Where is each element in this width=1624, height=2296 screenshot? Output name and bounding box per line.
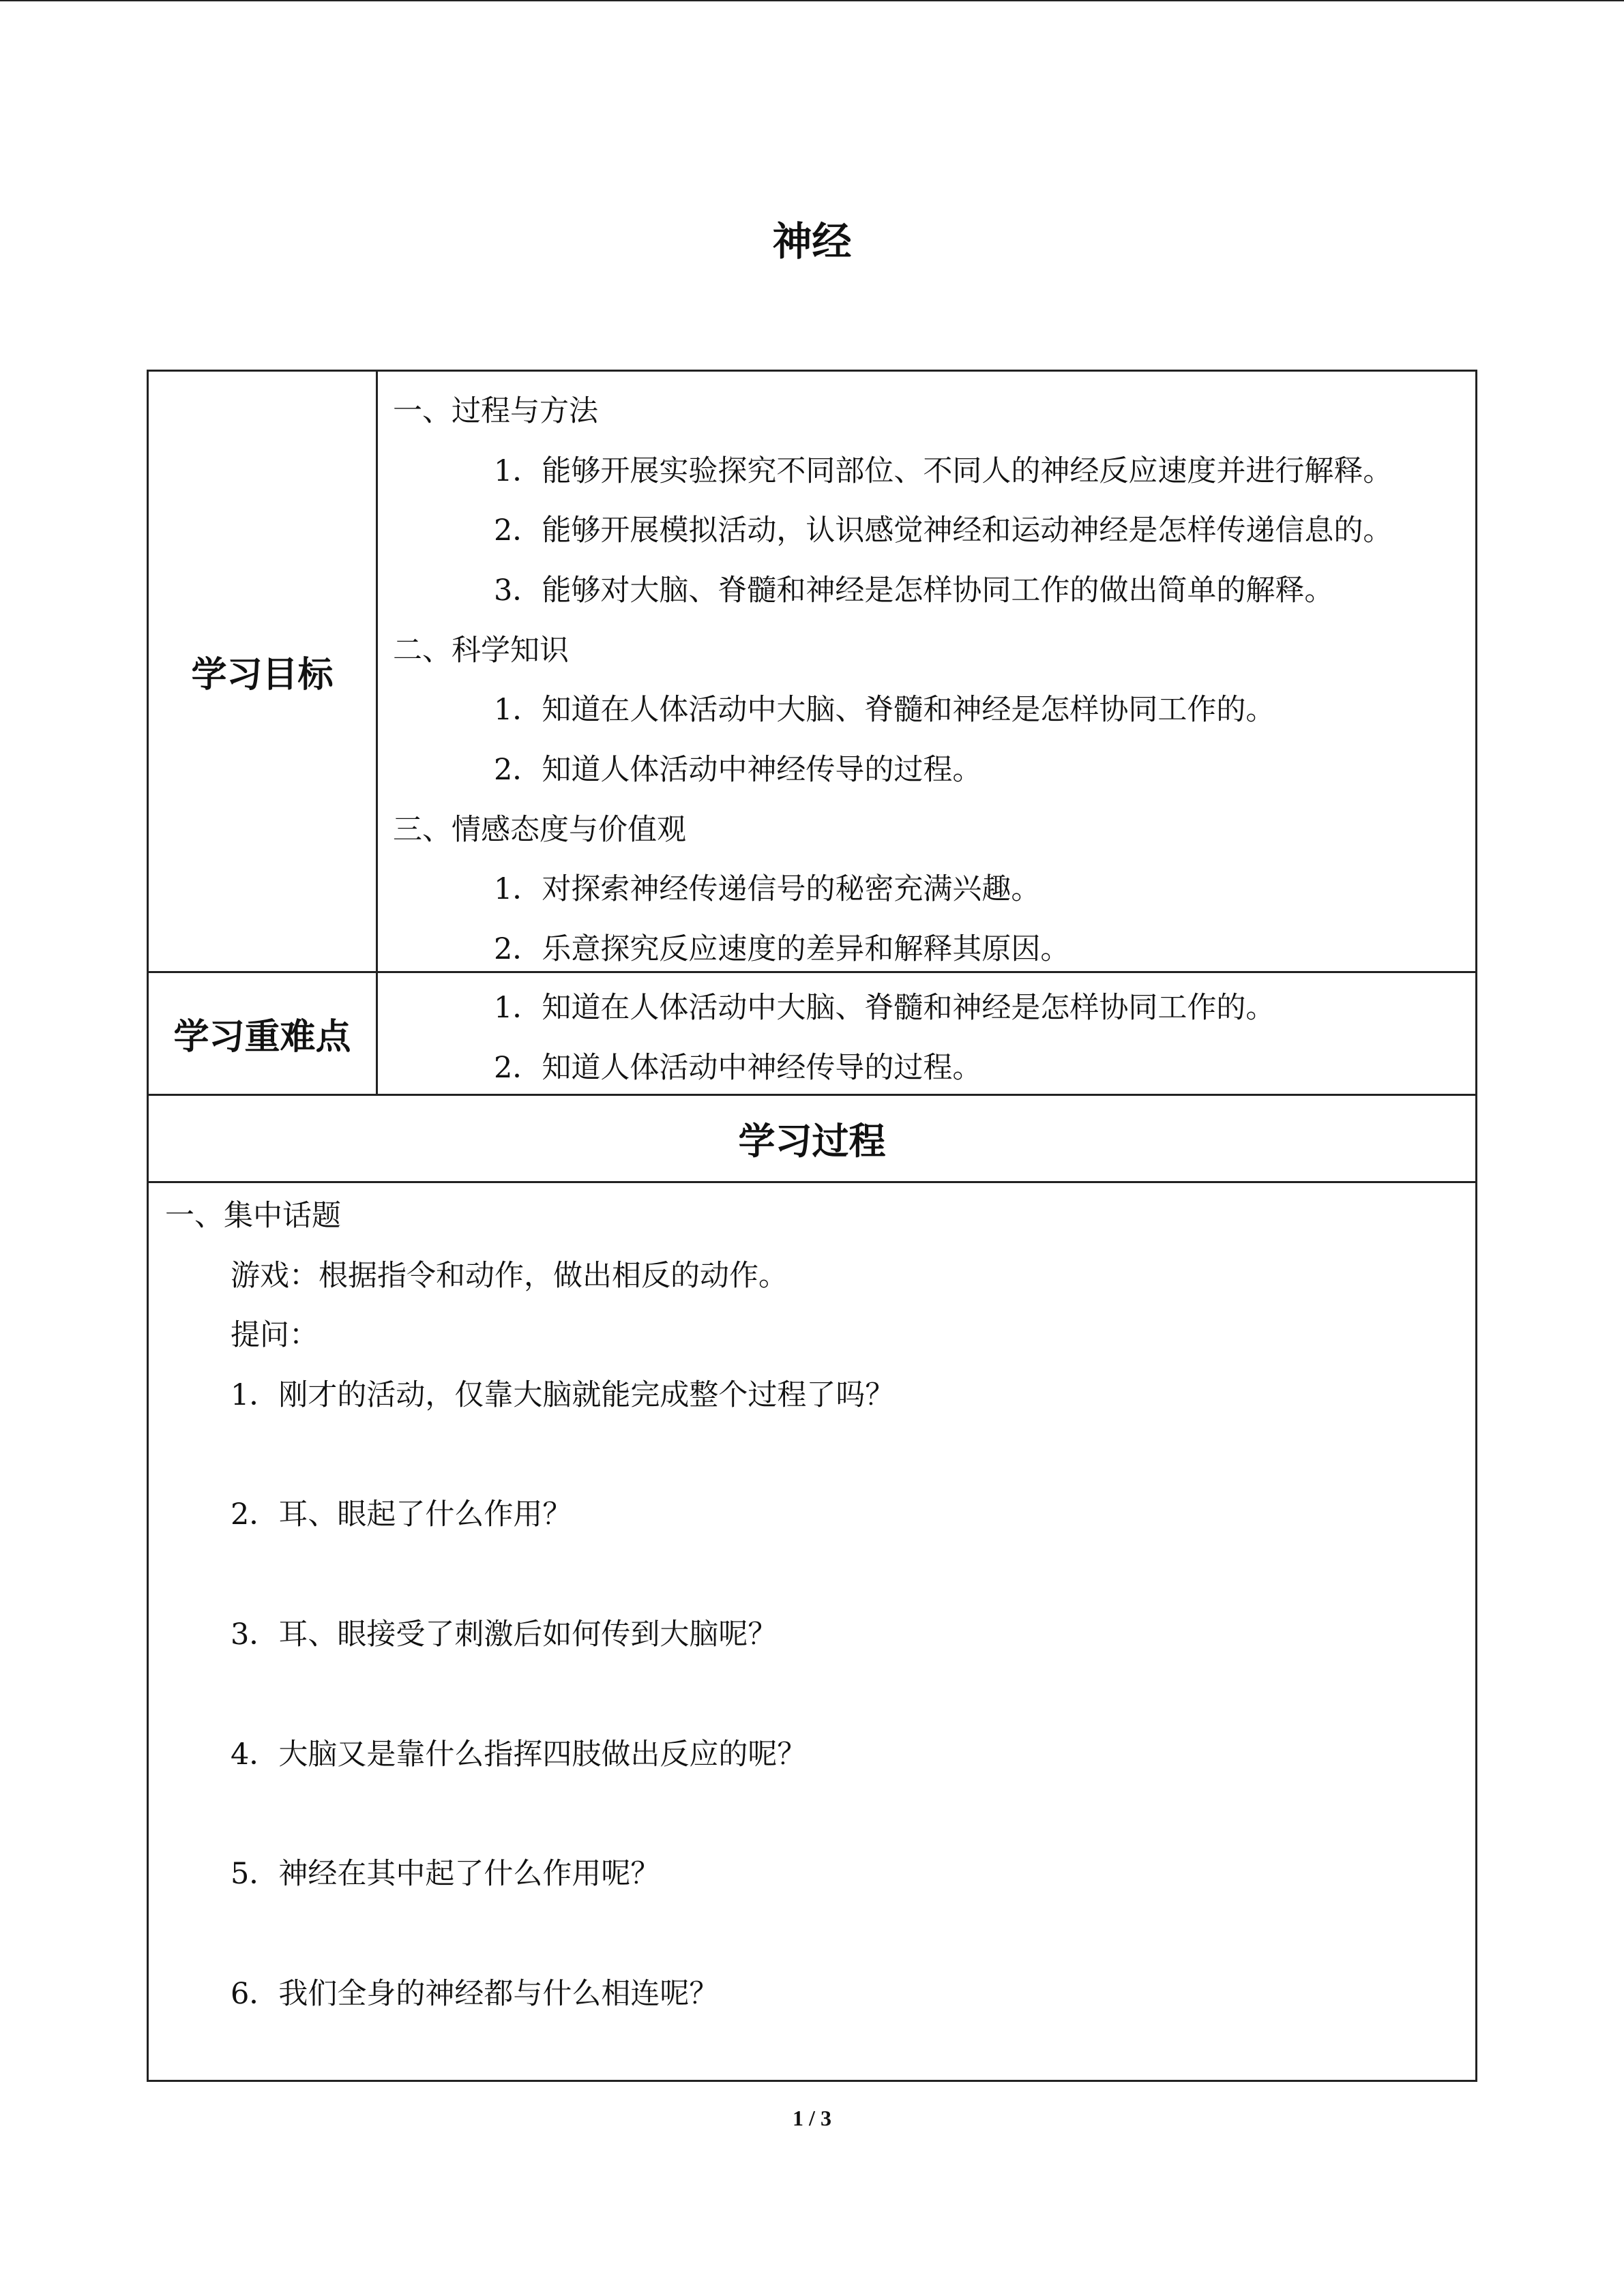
process-title: 学习过程: [738, 1120, 886, 1163]
objectives-item: 2．乐意探究反应速度的差异和解释其原因。: [494, 932, 1070, 966]
process-question: 1．刚才的活动，仅靠大脑就能完成整个过程了吗？: [231, 1378, 895, 1412]
process-prompt: 提问：: [231, 1318, 319, 1352]
objectives-item: 1．知道在人体活动中大脑、脊髓和神经是怎样协同工作的。: [494, 693, 1275, 727]
objectives-item: 1．能够开展实验探究不同部位、不同人的神经反应速度并进行解释。: [494, 454, 1393, 488]
key-point-item: 2．知道人体活动中神经传导的过程。: [494, 1051, 982, 1085]
process-question: 3．耳、眼接受了刺激后如何传到大脑呢？: [231, 1617, 778, 1652]
objectives-item: 1．对探索神经传递信号的秘密充满兴趣。: [494, 872, 1041, 906]
key-points-content: [378, 973, 1475, 1094]
process-question: 2．耳、眼起了什么作用？: [231, 1497, 572, 1532]
lesson-table: [147, 370, 1477, 2082]
objectives-label: 学习目标: [149, 372, 378, 971]
objectives-section-heading: 三、情感态度与价值观: [393, 813, 686, 847]
key-points-label: 学习重难点: [149, 973, 378, 1094]
key-point-item: 1．知道在人体活动中大脑、脊髓和神经是怎样协同工作的。: [494, 991, 1275, 1025]
process-title-row: [149, 1096, 1475, 1183]
process-question: 4．大脑又是靠什么指挥四肢做出反应的呢？: [231, 1738, 807, 1772]
objectives-content: [378, 372, 1475, 971]
process-section-heading: 一、集中话题: [165, 1199, 341, 1233]
document-title: 神经: [772, 218, 852, 265]
objectives-section-heading: 二、科学知识: [393, 633, 569, 668]
objectives-item: 3．能够对大脑、脊髓和神经是怎样协同工作的做出简单的解释。: [494, 573, 1334, 608]
objectives-section-heading: 一、过程与方法: [393, 394, 598, 428]
key-points-row: [149, 973, 1475, 1096]
objectives-item: 2．知道人体活动中神经传导的过程。: [494, 753, 982, 787]
process-question: 6．我们全身的神经都与什么相连呢？: [231, 1977, 719, 2011]
page-top-edge: [0, 0, 1624, 1]
process-question: 5．神经在其中起了什么作用呢？: [231, 1857, 660, 1891]
page-number: 1 / 3: [793, 2106, 831, 2130]
process-game: 游戏：根据指令和动作，做出相反的动作。: [231, 1259, 788, 1293]
objectives-row: [149, 372, 1475, 973]
process-content: [149, 1183, 1475, 2082]
objectives-item: 2．能够开展模拟活动，认识感觉神经和运动神经是怎样传递信息的。: [494, 513, 1393, 548]
